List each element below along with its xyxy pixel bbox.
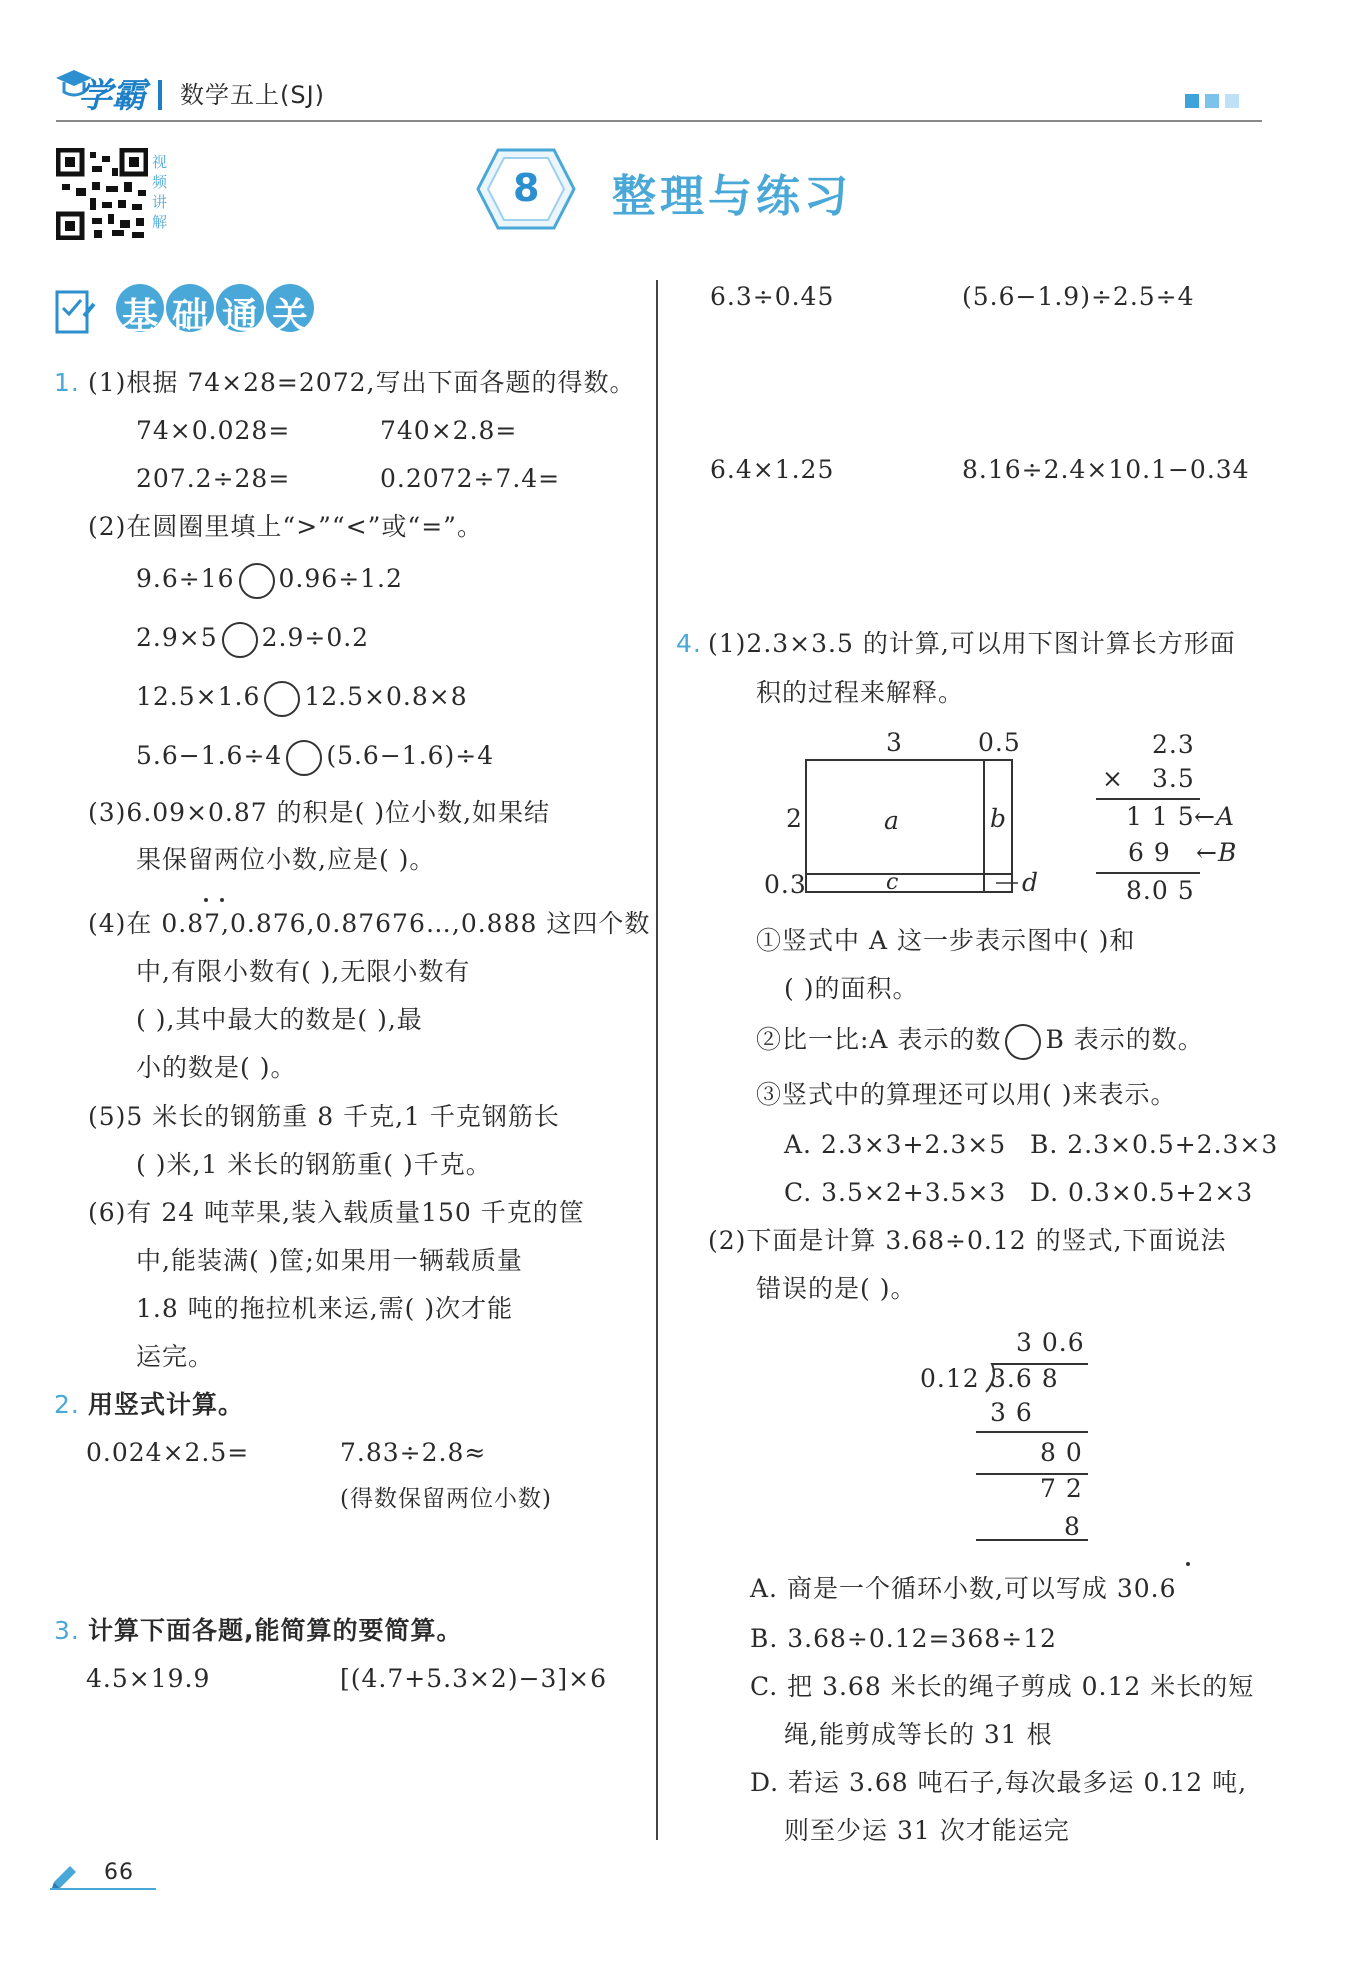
q1-part6-line: 1.8 吨的拖拉机来运,需( )次才能: [136, 1294, 514, 1323]
q1-part3-line: (3)6.09×0.87 的积是( )位小数,如果结: [88, 798, 551, 827]
q1-item: 740×2.8=: [380, 416, 518, 445]
division-quotient: 3 0.6: [1016, 1328, 1085, 1357]
diagram-label-a: a: [884, 806, 900, 835]
q1-part6-line: (6)有 24 吨苹果,装入载质量150 千克的筐: [88, 1198, 585, 1227]
mult-row1: 2.3: [1152, 730, 1195, 759]
q2-title: 用竖式计算。: [88, 1390, 245, 1419]
q2-note: (得数保留两位小数): [340, 1486, 552, 1512]
compare-row: [136, 680, 468, 717]
diagram-top-left: 3: [886, 728, 903, 757]
division-step: 7 2: [1040, 1474, 1083, 1503]
compare-circle[interactable]: [286, 740, 322, 776]
q4-part2-line: (2)下面是计算 3.68÷0.12 的竖式,下面说法: [708, 1226, 1227, 1255]
division-remainder: 8: [1064, 1512, 1081, 1541]
compare-left: 2.9×5: [136, 623, 218, 652]
long-division: [920, 1326, 1120, 1546]
brand-divider: [158, 80, 162, 110]
q4-option[interactable]: D. 0.3×0.5+2×3: [1030, 1178, 1254, 1207]
section-title: 基础通关: [122, 296, 323, 337]
q4-sub2-right: B 表示的数。: [1045, 1025, 1204, 1054]
q1-part4-line: (4)在 0.87,0.876,0.87676…,0.888 这四个数: [88, 909, 651, 938]
mult-sign: ×: [1102, 764, 1124, 793]
column-divider: [656, 280, 658, 1840]
footer-rule: [50, 1888, 156, 1890]
division-divisor: 0.12: [920, 1364, 980, 1393]
division-step: 8 0: [1040, 1438, 1083, 1467]
q4-sub2: [756, 1023, 1204, 1060]
mult-row2: 3.5: [1152, 764, 1195, 793]
book-title: 数学五上(SJ): [180, 81, 326, 109]
mult-partial2-label: ←B: [1196, 838, 1238, 867]
compare-right: 2.9÷0.2: [261, 623, 370, 652]
division-dividend: 3.6 8: [990, 1364, 1059, 1393]
lesson-badge: [476, 148, 576, 230]
q4-option[interactable]: C. 3.5×2+3.5×3: [784, 1178, 1007, 1207]
mult-result: 8.0 5: [1126, 876, 1195, 905]
compare-circle[interactable]: [239, 563, 275, 599]
q4-sub2-left: ②比一比:A 表示的数: [756, 1025, 1002, 1054]
q4-answer[interactable]: B. 3.68÷0.12=368÷12: [750, 1624, 1057, 1653]
q1-part2-text: (2)在圆圈里填上“>”“<”或“=”。: [88, 512, 483, 541]
q3-item: 4.5×19.9: [86, 1664, 211, 1693]
compare-left: 5.6−1.6÷4: [136, 741, 283, 770]
mult-partial2: 6 9: [1128, 838, 1171, 867]
header-rule: [56, 120, 1262, 122]
compare-left: 9.6÷16: [136, 564, 235, 593]
q1-item: 74×0.028=: [136, 416, 291, 445]
q4-sub1-line: ( )的面积。: [784, 974, 919, 1003]
q4-sub3: ③竖式中的算理还可以用( )来表示。: [756, 1080, 1177, 1109]
q1-item: 207.2÷28=: [136, 464, 291, 493]
q4-number: 4.: [676, 629, 702, 658]
compare-circle[interactable]: [264, 681, 300, 717]
compare-row: [136, 562, 403, 599]
lesson-number: 8: [513, 166, 540, 210]
q4-answer[interactable]: D. 若运 3.68 吨石子,每次最多运 0.12 吨,: [750, 1768, 1248, 1797]
page-number: 66: [104, 1860, 134, 1885]
diagram-label-c: c: [886, 870, 900, 895]
vertical-multiplication: [1096, 728, 1266, 918]
diagram-label-d: d: [1022, 868, 1040, 897]
diagram-side-bottom: 0.3: [764, 870, 807, 899]
section-banner: [54, 284, 324, 340]
q1-part5-line: (5)5 米长的钢筋重 8 千克,1 千克钢筋长: [88, 1102, 560, 1131]
q3-item: (5.6−1.9)÷2.5÷4: [962, 282, 1195, 311]
q4-part1-line: 积的过程来解释。: [756, 678, 965, 707]
q1-part6-line: 中,能装满( )筐;如果用一辆载质量: [136, 1246, 523, 1275]
q4-part1-line: (1)2.3×3.5 的计算,可以用下图计算长方形面: [708, 629, 1236, 658]
compare-row: [136, 621, 369, 658]
brand-logo: [52, 64, 162, 114]
repeating-dot: [1186, 1562, 1190, 1566]
lesson-title: 整理与练习: [612, 171, 852, 222]
checklist-icon: [54, 286, 98, 336]
q2-item: 7.83÷2.8≈: [340, 1438, 487, 1467]
pencil-icon: [50, 1858, 80, 1888]
compare-right: 12.5×0.8×8: [304, 682, 468, 711]
q3-title: 计算下面各题,能简算的要简算。: [88, 1616, 463, 1645]
q1-part4-line: 小的数是( )。: [136, 1053, 297, 1082]
q4-answer[interactable]: C. 把 3.68 米长的绳子剪成 0.12 米长的短: [750, 1672, 1255, 1701]
brand-name: 学霸: [78, 76, 146, 116]
compare-right: (5.6−1.6)÷4: [326, 741, 495, 770]
q1-part5-line: ( )米,1 米长的钢筋重( )千克。: [136, 1150, 492, 1179]
q1-part1-text: (1)根据 74×28=2072,写出下面各题的得数。: [88, 368, 636, 397]
header-decoration: [1185, 94, 1241, 108]
q3-item: 6.4×1.25: [710, 455, 835, 484]
q2-number: 2.: [54, 1390, 80, 1419]
diagram-side-top: 2: [786, 804, 803, 833]
mult-partial1-label: ←A: [1194, 802, 1236, 831]
q4-answer-cont: 则至少运 31 次才能运完: [784, 1816, 1070, 1845]
q4-sub1-line: ①竖式中 A 这一步表示图中( )和: [756, 926, 1136, 955]
q3-item: 6.3÷0.45: [710, 282, 835, 311]
q1-part4-line: 中,有限小数有( ),无限小数有: [136, 957, 471, 986]
compare-circle[interactable]: [1005, 1024, 1041, 1060]
q4-part2-line: 错误的是( )。: [756, 1274, 917, 1303]
compare-row: [136, 739, 494, 776]
diagram-top-right: 0.5: [978, 728, 1021, 757]
compare-right: 0.96÷1.2: [278, 564, 403, 593]
qr-label: 视频讲解: [152, 153, 168, 231]
q1-item: 0.2072÷7.4=: [380, 464, 561, 493]
q4-answer[interactable]: A. 商是一个循环小数,可以写成 30.6: [750, 1574, 1177, 1603]
qr-code[interactable]: [56, 148, 148, 240]
q1-part6-line: 运完。: [136, 1342, 215, 1371]
q1-part3-line: 果保留两位小数,应是( )。: [136, 845, 436, 874]
q3-item: [(4.7+5.3×2)−3]×6: [340, 1664, 608, 1693]
q4-option[interactable]: A. 2.3×3+2.3×5: [784, 1130, 1007, 1159]
division-step: 3 6: [990, 1398, 1033, 1427]
repeating-dots: [200, 898, 240, 904]
compare-left: 12.5×1.6: [136, 682, 261, 711]
q4-option[interactable]: B. 2.3×0.5+2.3×3: [1030, 1130, 1279, 1159]
q3-item: 8.16÷2.4×10.1−0.34: [962, 455, 1250, 484]
q1-part4-line: ( ),其中最大的数是( ),最: [136, 1005, 423, 1034]
diagram-label-b: b: [990, 804, 1008, 833]
mult-partial1: 1 1 5: [1126, 802, 1195, 831]
q3-number: 3.: [54, 1616, 80, 1645]
area-diagram: [760, 726, 1060, 906]
q4-answer-cont: 绳,能剪成等长的 31 根: [784, 1720, 1053, 1749]
q1-number: 1.: [54, 368, 80, 397]
q2-item: 0.024×2.5=: [86, 1438, 250, 1467]
compare-circle[interactable]: [222, 622, 258, 658]
